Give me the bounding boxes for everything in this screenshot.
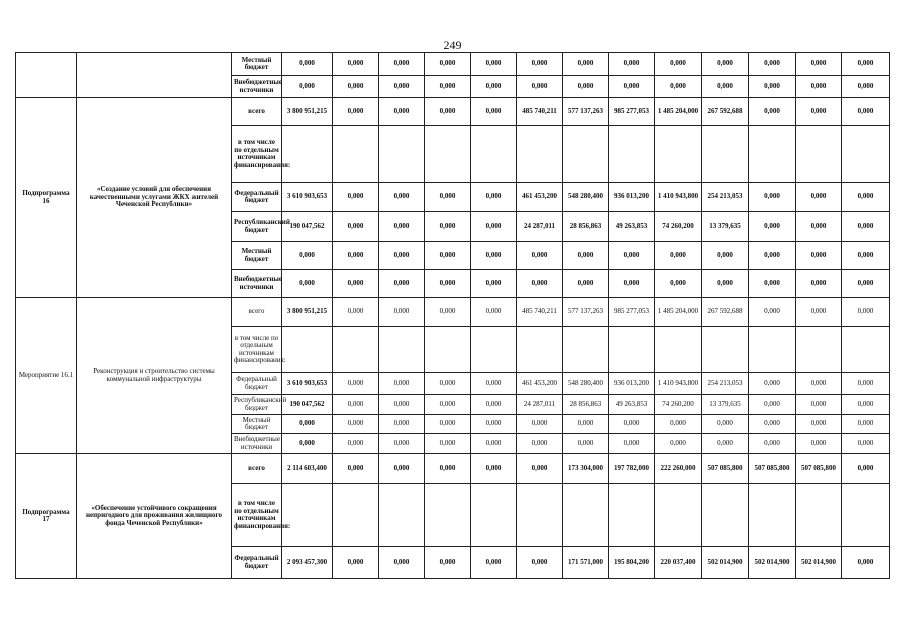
program-title-cell — [77, 53, 232, 98]
total-amount-cell: 2 114 603,400 — [282, 454, 333, 484]
total-amount-cell — [282, 126, 333, 183]
year-amount-cell: 0,000 — [471, 242, 517, 270]
year-amount-cell: 0,000 — [471, 454, 517, 484]
year-amount-cell: 0,000 — [749, 270, 796, 298]
year-amount-cell: 0,000 — [471, 373, 517, 395]
total-amount-cell: 0,000 — [282, 242, 333, 270]
year-amount-cell: 0,000 — [796, 270, 842, 298]
year-amount-cell: 220 037,400 — [655, 547, 702, 579]
year-amount-cell: 171 571,000 — [563, 547, 609, 579]
year-amount-cell — [796, 327, 842, 373]
year-amount-cell — [333, 126, 379, 183]
year-amount-cell: 0,000 — [333, 98, 379, 126]
year-amount-cell: 0,000 — [749, 53, 796, 76]
year-amount-cell — [517, 327, 563, 373]
year-amount-cell: 0,000 — [379, 454, 425, 484]
year-amount-cell: 0,000 — [702, 53, 749, 76]
year-amount-cell: 24 287,011 — [517, 395, 563, 415]
total-amount-cell: 190 047,562 — [282, 395, 333, 415]
year-amount-cell: 0,000 — [842, 298, 890, 327]
year-amount-cell: 0,000 — [655, 434, 702, 454]
year-amount-cell: 507 085,800 — [702, 454, 749, 484]
year-amount-cell: 0,000 — [563, 270, 609, 298]
year-amount-cell: 0,000 — [471, 76, 517, 98]
funding-source-cell: Внебюджетные источники — [232, 434, 282, 454]
year-amount-cell: 0,000 — [471, 298, 517, 327]
year-amount-cell — [702, 327, 749, 373]
year-amount-cell — [563, 126, 609, 183]
year-amount-cell: 195 804,200 — [609, 547, 655, 579]
year-amount-cell: 0,000 — [333, 415, 379, 434]
year-amount-cell: 0,000 — [425, 434, 471, 454]
year-amount-cell: 0,000 — [842, 434, 890, 454]
year-amount-cell: 0,000 — [796, 415, 842, 434]
total-amount-cell: 0,000 — [282, 415, 333, 434]
year-amount-cell: 0,000 — [563, 434, 609, 454]
year-amount-cell — [471, 327, 517, 373]
year-amount-cell: 0,000 — [702, 434, 749, 454]
year-amount-cell: 0,000 — [333, 395, 379, 415]
year-amount-cell: 0,000 — [563, 53, 609, 76]
year-amount-cell — [702, 484, 749, 547]
year-amount-cell: 0,000 — [609, 434, 655, 454]
year-amount-cell — [517, 484, 563, 547]
year-amount-cell: 0,000 — [517, 547, 563, 579]
year-amount-cell: 267 592,688 — [702, 98, 749, 126]
year-amount-cell: 0,000 — [796, 298, 842, 327]
year-amount-cell — [655, 327, 702, 373]
year-amount-cell: 0,000 — [517, 53, 563, 76]
year-amount-cell: 0,000 — [655, 270, 702, 298]
year-amount-cell: 461 453,200 — [517, 183, 563, 212]
year-amount-cell: 173 304,000 — [563, 454, 609, 484]
year-amount-cell: 0,000 — [749, 395, 796, 415]
year-amount-cell — [471, 484, 517, 547]
year-amount-cell: 0,000 — [702, 242, 749, 270]
year-amount-cell: 0,000 — [425, 183, 471, 212]
year-amount-cell: 0,000 — [333, 454, 379, 484]
year-amount-cell: 0,000 — [425, 454, 471, 484]
year-amount-cell: 0,000 — [425, 270, 471, 298]
year-amount-cell: 0,000 — [471, 547, 517, 579]
year-amount-cell — [379, 327, 425, 373]
year-amount-cell: 0,000 — [379, 547, 425, 579]
year-amount-cell: 0,000 — [471, 53, 517, 76]
table-row — [16, 298, 890, 327]
year-amount-cell: 0,000 — [517, 242, 563, 270]
year-amount-cell: 0,000 — [796, 53, 842, 76]
year-amount-cell — [471, 126, 517, 183]
total-amount-cell: 0,000 — [282, 76, 333, 98]
year-amount-cell: 0,000 — [471, 183, 517, 212]
year-amount-cell: 1 410 943,800 — [655, 183, 702, 212]
year-amount-cell: 0,000 — [842, 76, 890, 98]
program-cell: Подпрограмма 16 — [16, 98, 77, 298]
year-amount-cell: 0,000 — [333, 212, 379, 242]
year-amount-cell: 0,000 — [702, 76, 749, 98]
year-amount-cell: 222 260,000 — [655, 454, 702, 484]
year-amount-cell: 0,000 — [842, 242, 890, 270]
year-amount-cell: 0,000 — [796, 212, 842, 242]
year-amount-cell: 0,000 — [563, 76, 609, 98]
year-amount-cell — [609, 327, 655, 373]
program-cell: Подпрограмма 17 — [16, 454, 77, 579]
total-amount-cell: 0,000 — [282, 270, 333, 298]
year-amount-cell: 0,000 — [563, 415, 609, 434]
year-amount-cell: 0,000 — [425, 547, 471, 579]
year-amount-cell: 0,000 — [842, 454, 890, 484]
year-amount-cell: 1 485 204,000 — [655, 98, 702, 126]
year-amount-cell: 0,000 — [655, 76, 702, 98]
program-cell: Мероприятие 16.1 — [16, 298, 77, 454]
year-amount-cell: 0,000 — [842, 270, 890, 298]
year-amount-cell: 0,000 — [609, 270, 655, 298]
year-amount-cell: 0,000 — [425, 242, 471, 270]
funding-source-cell: Федеральный бюджет — [232, 183, 282, 212]
year-amount-cell — [842, 484, 890, 547]
year-amount-cell — [749, 327, 796, 373]
funding-source-cell: Внебюджетные источники — [232, 270, 282, 298]
year-amount-cell: 0,000 — [796, 242, 842, 270]
year-amount-cell: 49 263,853 — [609, 395, 655, 415]
year-amount-cell — [655, 484, 702, 547]
year-amount-cell — [655, 126, 702, 183]
year-amount-cell — [563, 484, 609, 547]
year-amount-cell: 0,000 — [425, 53, 471, 76]
year-amount-cell: 0,000 — [842, 395, 890, 415]
year-amount-cell: 0,000 — [333, 298, 379, 327]
year-amount-cell: 267 592,688 — [702, 298, 749, 327]
year-amount-cell: 0,000 — [609, 415, 655, 434]
year-amount-cell: 74 260,200 — [655, 395, 702, 415]
year-amount-cell: 254 213,053 — [702, 183, 749, 212]
year-amount-cell: 0,000 — [379, 270, 425, 298]
year-amount-cell: 28 856,863 — [563, 212, 609, 242]
year-amount-cell: 0,000 — [749, 434, 796, 454]
funding-source-cell: всего — [232, 454, 282, 484]
table-row — [16, 53, 890, 76]
year-amount-cell: 0,000 — [842, 547, 890, 579]
year-amount-cell — [796, 126, 842, 183]
year-amount-cell: 0,000 — [655, 242, 702, 270]
year-amount-cell — [609, 484, 655, 547]
year-amount-cell: 0,000 — [471, 395, 517, 415]
year-amount-cell: 13 379,635 — [702, 212, 749, 242]
program-title-cell: «Обеспечение устойчивого сокращения непригодного для проживания жилищного фонда Чеченской Республики» — [77, 454, 232, 579]
year-amount-cell: 548 280,400 — [563, 183, 609, 212]
funding-source-cell: Внебюджетные источники — [232, 76, 282, 98]
year-amount-cell: 1 485 204,000 — [655, 298, 702, 327]
year-amount-cell: 197 782,000 — [609, 454, 655, 484]
year-amount-cell: 0,000 — [333, 76, 379, 98]
year-amount-cell: 0,000 — [379, 76, 425, 98]
year-amount-cell: 0,000 — [796, 434, 842, 454]
funding-source-cell: в том числе по отдельным источникам финансирования: — [232, 484, 282, 547]
year-amount-cell: 0,000 — [702, 415, 749, 434]
year-amount-cell: 0,000 — [471, 98, 517, 126]
funding-source-cell: Республиканский бюджет — [232, 212, 282, 242]
total-amount-cell: 0,000 — [282, 434, 333, 454]
year-amount-cell — [333, 327, 379, 373]
year-amount-cell: 936 013,200 — [609, 183, 655, 212]
total-amount-cell: 3 800 951,215 — [282, 98, 333, 126]
year-amount-cell: 0,000 — [749, 76, 796, 98]
year-amount-cell — [796, 484, 842, 547]
funding-source-cell: Федеральный бюджет — [232, 547, 282, 579]
year-amount-cell: 0,000 — [796, 395, 842, 415]
year-amount-cell — [517, 126, 563, 183]
year-amount-cell: 0,000 — [749, 415, 796, 434]
funding-source-cell: всего — [232, 98, 282, 126]
year-amount-cell: 0,000 — [749, 183, 796, 212]
year-amount-cell: 0,000 — [749, 298, 796, 327]
year-amount-cell: 0,000 — [749, 212, 796, 242]
funding-source-cell: Местный бюджет — [232, 242, 282, 270]
year-amount-cell: 0,000 — [655, 53, 702, 76]
year-amount-cell: 0,000 — [425, 373, 471, 395]
year-amount-cell: 0,000 — [749, 242, 796, 270]
year-amount-cell: 1 410 943,800 — [655, 373, 702, 395]
year-amount-cell: 507 085,800 — [749, 454, 796, 484]
year-amount-cell: 0,000 — [333, 434, 379, 454]
year-amount-cell — [425, 484, 471, 547]
year-amount-cell: 0,000 — [333, 53, 379, 76]
year-amount-cell — [425, 126, 471, 183]
year-amount-cell: 936 013,200 — [609, 373, 655, 395]
year-amount-cell: 0,000 — [471, 212, 517, 242]
year-amount-cell: 0,000 — [379, 53, 425, 76]
year-amount-cell: 0,000 — [842, 98, 890, 126]
year-amount-cell: 0,000 — [379, 434, 425, 454]
table-row — [16, 98, 890, 126]
year-amount-cell: 577 137,263 — [563, 98, 609, 126]
funding-source-cell: всего — [232, 298, 282, 327]
year-amount-cell: 13 379,635 — [702, 395, 749, 415]
funding-source-cell: Местный бюджет — [232, 53, 282, 76]
year-amount-cell: 507 085,800 — [796, 454, 842, 484]
total-amount-cell: 2 093 457,300 — [282, 547, 333, 579]
year-amount-cell: 24 287,011 — [517, 212, 563, 242]
year-amount-cell: 0,000 — [333, 373, 379, 395]
year-amount-cell: 0,000 — [517, 76, 563, 98]
year-amount-cell: 0,000 — [379, 373, 425, 395]
year-amount-cell: 0,000 — [379, 298, 425, 327]
year-amount-cell: 0,000 — [842, 373, 890, 395]
year-amount-cell: 0,000 — [425, 98, 471, 126]
year-amount-cell: 28 856,863 — [563, 395, 609, 415]
total-amount-cell: 190 047,562 — [282, 212, 333, 242]
year-amount-cell: 0,000 — [379, 212, 425, 242]
year-amount-cell — [379, 126, 425, 183]
year-amount-cell: 0,000 — [655, 415, 702, 434]
year-amount-cell: 0,000 — [609, 76, 655, 98]
year-amount-cell: 577 137,263 — [563, 298, 609, 327]
year-amount-cell: 0,000 — [425, 298, 471, 327]
year-amount-cell: 0,000 — [796, 98, 842, 126]
year-amount-cell: 0,000 — [702, 270, 749, 298]
year-amount-cell: 0,000 — [796, 76, 842, 98]
year-amount-cell: 0,000 — [379, 242, 425, 270]
year-amount-cell — [609, 126, 655, 183]
total-amount-cell — [282, 327, 333, 373]
total-amount-cell: 3 800 951,215 — [282, 298, 333, 327]
program-cell — [16, 53, 77, 98]
program-title-cell: «Создание условий для обеспечения качественными услугами ЖКХ жителей Чеченской Республики» — [77, 98, 232, 298]
year-amount-cell: 985 277,053 — [609, 98, 655, 126]
year-amount-cell: 0,000 — [609, 242, 655, 270]
year-amount-cell: 0,000 — [471, 434, 517, 454]
year-amount-cell: 502 014,900 — [796, 547, 842, 579]
year-amount-cell: 0,000 — [471, 415, 517, 434]
year-amount-cell: 49 263,853 — [609, 212, 655, 242]
year-amount-cell: 0,000 — [379, 183, 425, 212]
year-amount-cell: 0,000 — [379, 98, 425, 126]
year-amount-cell: 548 280,400 — [563, 373, 609, 395]
year-amount-cell — [749, 484, 796, 547]
total-amount-cell: 3 610 903,653 — [282, 373, 333, 395]
year-amount-cell: 0,000 — [333, 270, 379, 298]
year-amount-cell: 254 213,053 — [702, 373, 749, 395]
page-number: 249 — [443, 38, 462, 52]
year-amount-cell: 0,000 — [842, 212, 890, 242]
year-amount-cell: 485 740,211 — [517, 98, 563, 126]
year-amount-cell: 0,000 — [425, 415, 471, 434]
year-amount-cell — [333, 484, 379, 547]
year-amount-cell: 0,000 — [842, 183, 890, 212]
year-amount-cell: 0,000 — [471, 270, 517, 298]
year-amount-cell: 0,000 — [517, 454, 563, 484]
financing-table — [15, 52, 890, 579]
year-amount-cell: 0,000 — [379, 395, 425, 415]
total-amount-cell — [282, 484, 333, 547]
year-amount-cell: 0,000 — [425, 395, 471, 415]
year-amount-cell: 0,000 — [749, 98, 796, 126]
year-amount-cell: 502 014,900 — [749, 547, 796, 579]
year-amount-cell: 502 014,900 — [702, 547, 749, 579]
year-amount-cell: 0,000 — [333, 183, 379, 212]
year-amount-cell: 0,000 — [333, 547, 379, 579]
total-amount-cell: 0,000 — [282, 53, 333, 76]
year-amount-cell: 0,000 — [842, 53, 890, 76]
program-title-cell: Реконструкция и строительство системы коммунальной инфраструктуры — [77, 298, 232, 454]
year-amount-cell: 485 740,211 — [517, 298, 563, 327]
year-amount-cell: 0,000 — [749, 373, 796, 395]
year-amount-cell — [425, 327, 471, 373]
year-amount-cell: 0,000 — [517, 434, 563, 454]
total-amount-cell: 3 610 903,653 — [282, 183, 333, 212]
year-amount-cell: 0,000 — [425, 212, 471, 242]
year-amount-cell — [842, 327, 890, 373]
year-amount-cell — [702, 126, 749, 183]
year-amount-cell: 0,000 — [563, 242, 609, 270]
year-amount-cell — [563, 327, 609, 373]
year-amount-cell — [749, 126, 796, 183]
year-amount-cell: 74 260,200 — [655, 212, 702, 242]
table-row — [16, 454, 890, 484]
year-amount-cell: 0,000 — [425, 76, 471, 98]
year-amount-cell: 0,000 — [796, 183, 842, 212]
year-amount-cell: 0,000 — [379, 415, 425, 434]
year-amount-cell: 0,000 — [517, 415, 563, 434]
year-amount-cell: 0,000 — [842, 415, 890, 434]
funding-source-cell: в том числе по отдельным источникам финансирования: — [232, 126, 282, 183]
year-amount-cell: 461 453,200 — [517, 373, 563, 395]
year-amount-cell: 0,000 — [517, 270, 563, 298]
funding-source-cell: в том числе по отдельным источникам финансирования: — [232, 327, 282, 373]
year-amount-cell: 0,000 — [796, 373, 842, 395]
year-amount-cell: 0,000 — [333, 242, 379, 270]
funding-source-cell: Республиканский бюджет — [232, 395, 282, 415]
funding-source-cell: Местный бюджет — [232, 415, 282, 434]
year-amount-cell — [842, 126, 890, 183]
year-amount-cell — [379, 484, 425, 547]
year-amount-cell: 985 277,053 — [609, 298, 655, 327]
funding-source-cell: Федеральный бюджет — [232, 373, 282, 395]
year-amount-cell: 0,000 — [609, 53, 655, 76]
